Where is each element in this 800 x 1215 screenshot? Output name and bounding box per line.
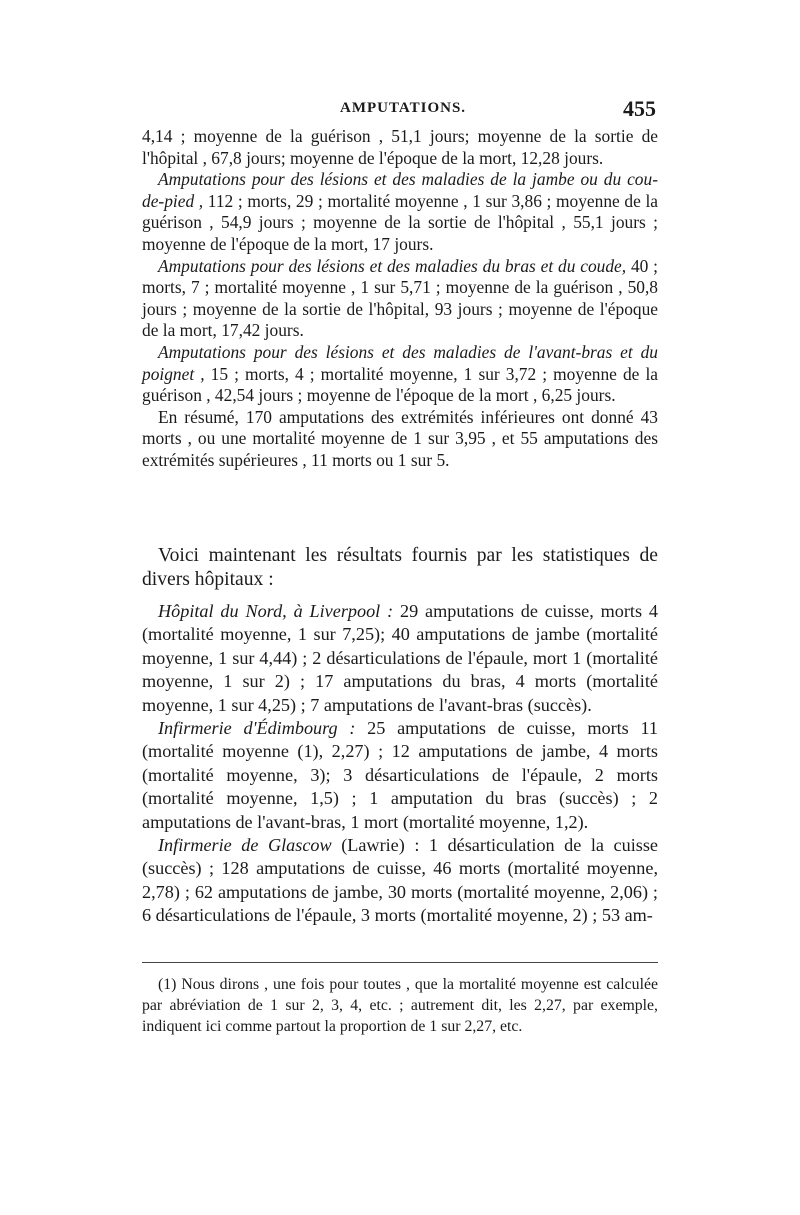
- summary-paragraph: En résumé, 170 amputations des extrémités inférieures ont donné 43 morts , ou une mortalité moyenne de 1 sur 3,95 , et 55 amputations des extrémités supérieures , 11 morts ou 1 sur 5.: [142, 406, 658, 470]
- paragraph-body: (Lawrie) : 1 désarticulation de la cuisse (succès) ; 128 amputations de cuisse, 46 morts (mortalité moyenne, 2,78) ; 62 amputations de jambe, 30 morts (mortalité moyenne, 2,06) ; 6 désarticulations de l'épaule, 3 morts (mortalité moyenne, 2) ; 53 am-: [142, 835, 658, 926]
- paragraph-body: 112 ; morts, 29 ; mortalité moyenne , 1 sur 3,86 ; moyenne de la guérison , 54,9 jours ; moyenne de la sortie de l'hôpital , 55,1 jours ; moyenne de l'époque de la mort, 17 jours.: [142, 190, 659, 254]
- paragraph-heading: Amputations pour des lésions et des maladies de l'avant-bras et du poignet ,: [142, 341, 658, 384]
- footnote-1: (1) Nous dirons , une fois pour toutes , que la mortalité moyenne est calculée par abréviation de 1 sur 2, 3, 4, etc. ; autrement dit, les 2,27, par exemple, indiquent ici comme partout la proportion de 1 sur 2,27, etc.: [142, 976, 658, 1035]
- page-number: 455: [623, 96, 656, 121]
- hospital-intro: [142, 544, 658, 592]
- leg-amputations-paragraph: [142, 169, 658, 255]
- liverpool-paragraph: [142, 600, 658, 717]
- paragraph-body: 25 amputations de cuisse, morts 11 (mortalité moyenne (1), 2,27) ; 12 amputations de jambe, 4 morts (mortalité moyenne, 3); 3 désarticulations de l'épaule, 2 morts (mortalité moyenne, 1,5) ; 1 amputation du bras (succès) ; 2 amputations de l'avant-bras, 1 mort (mortalité moyenne, 1,2).: [142, 718, 658, 832]
- lead-paragraph: Voici maintenant les résultats fournis par les statistiques de divers hôpitaux :: [142, 545, 658, 590]
- chapter-title: AMPUTATIONS.: [340, 100, 467, 116]
- hospital-statistics: [142, 600, 658, 928]
- arm-amputations-paragraph: [142, 256, 658, 342]
- footnotes: [142, 974, 658, 1037]
- paragraph-body: 40 ; morts, 7 ; mortalité moyenne , 1 sur 5,71 ; moyenne de la guérison , 50,8 jours ; moyenne de la sortie de l'hôpital, 93 jours ; moyenne de l'époque de la mort, 17,42 jours.: [142, 255, 659, 341]
- glasgow-paragraph: [142, 834, 658, 928]
- forearm-amputations-paragraph: [142, 342, 658, 407]
- hospital-name: Infirmerie d'Édimbourg :: [158, 718, 356, 739]
- running-head: [142, 98, 656, 124]
- continued-paragraph: 4,14 ; moyenne de la guérison , 51,1 jours; moyenne de la sortie de l'hôpital , 67,8 jours; moyenne de l'époque de la mort, 12,28 jours.: [142, 126, 658, 168]
- hospital-name: Hôpital du Nord, à Liverpool :: [158, 601, 394, 621]
- paragraph-body: 29 amputations de cuisse, morts 4 (mortalité moyenne, 1 sur 7,25); 40 amputations de jambe (mortalité moyenne, 1 sur 4,44) ; 2 désarticulations de l'épaule, mort 1 (mortalité moyenne, 1 sur 2) ; 17 amputations du bras, 4 morts (mortalité moyenne, 1 sur 4,25) ; 7 amputations de l'avant-bras (succès).: [142, 601, 658, 715]
- edinburgh-paragraph: [142, 717, 658, 834]
- statistics-section: [142, 126, 658, 472]
- hospital-name: Infirmerie de Glascow: [158, 835, 332, 856]
- footnote-separator: [142, 962, 658, 963]
- paragraph-heading: Amputations pour des lésions et des maladies de la jambe ou du cou-de-pied ,: [142, 169, 658, 211]
- paragraph-heading: Amputations pour des lésions et des maladies du bras et du coude,: [158, 255, 627, 276]
- paragraph-body: 15 ; morts, 4 ; mortalité moyenne, 1 sur 3,72 ; moyenne de la guérison , 42,54 jours ; moyenne de l'époque de la mort , 6,25 jours.: [142, 363, 658, 406]
